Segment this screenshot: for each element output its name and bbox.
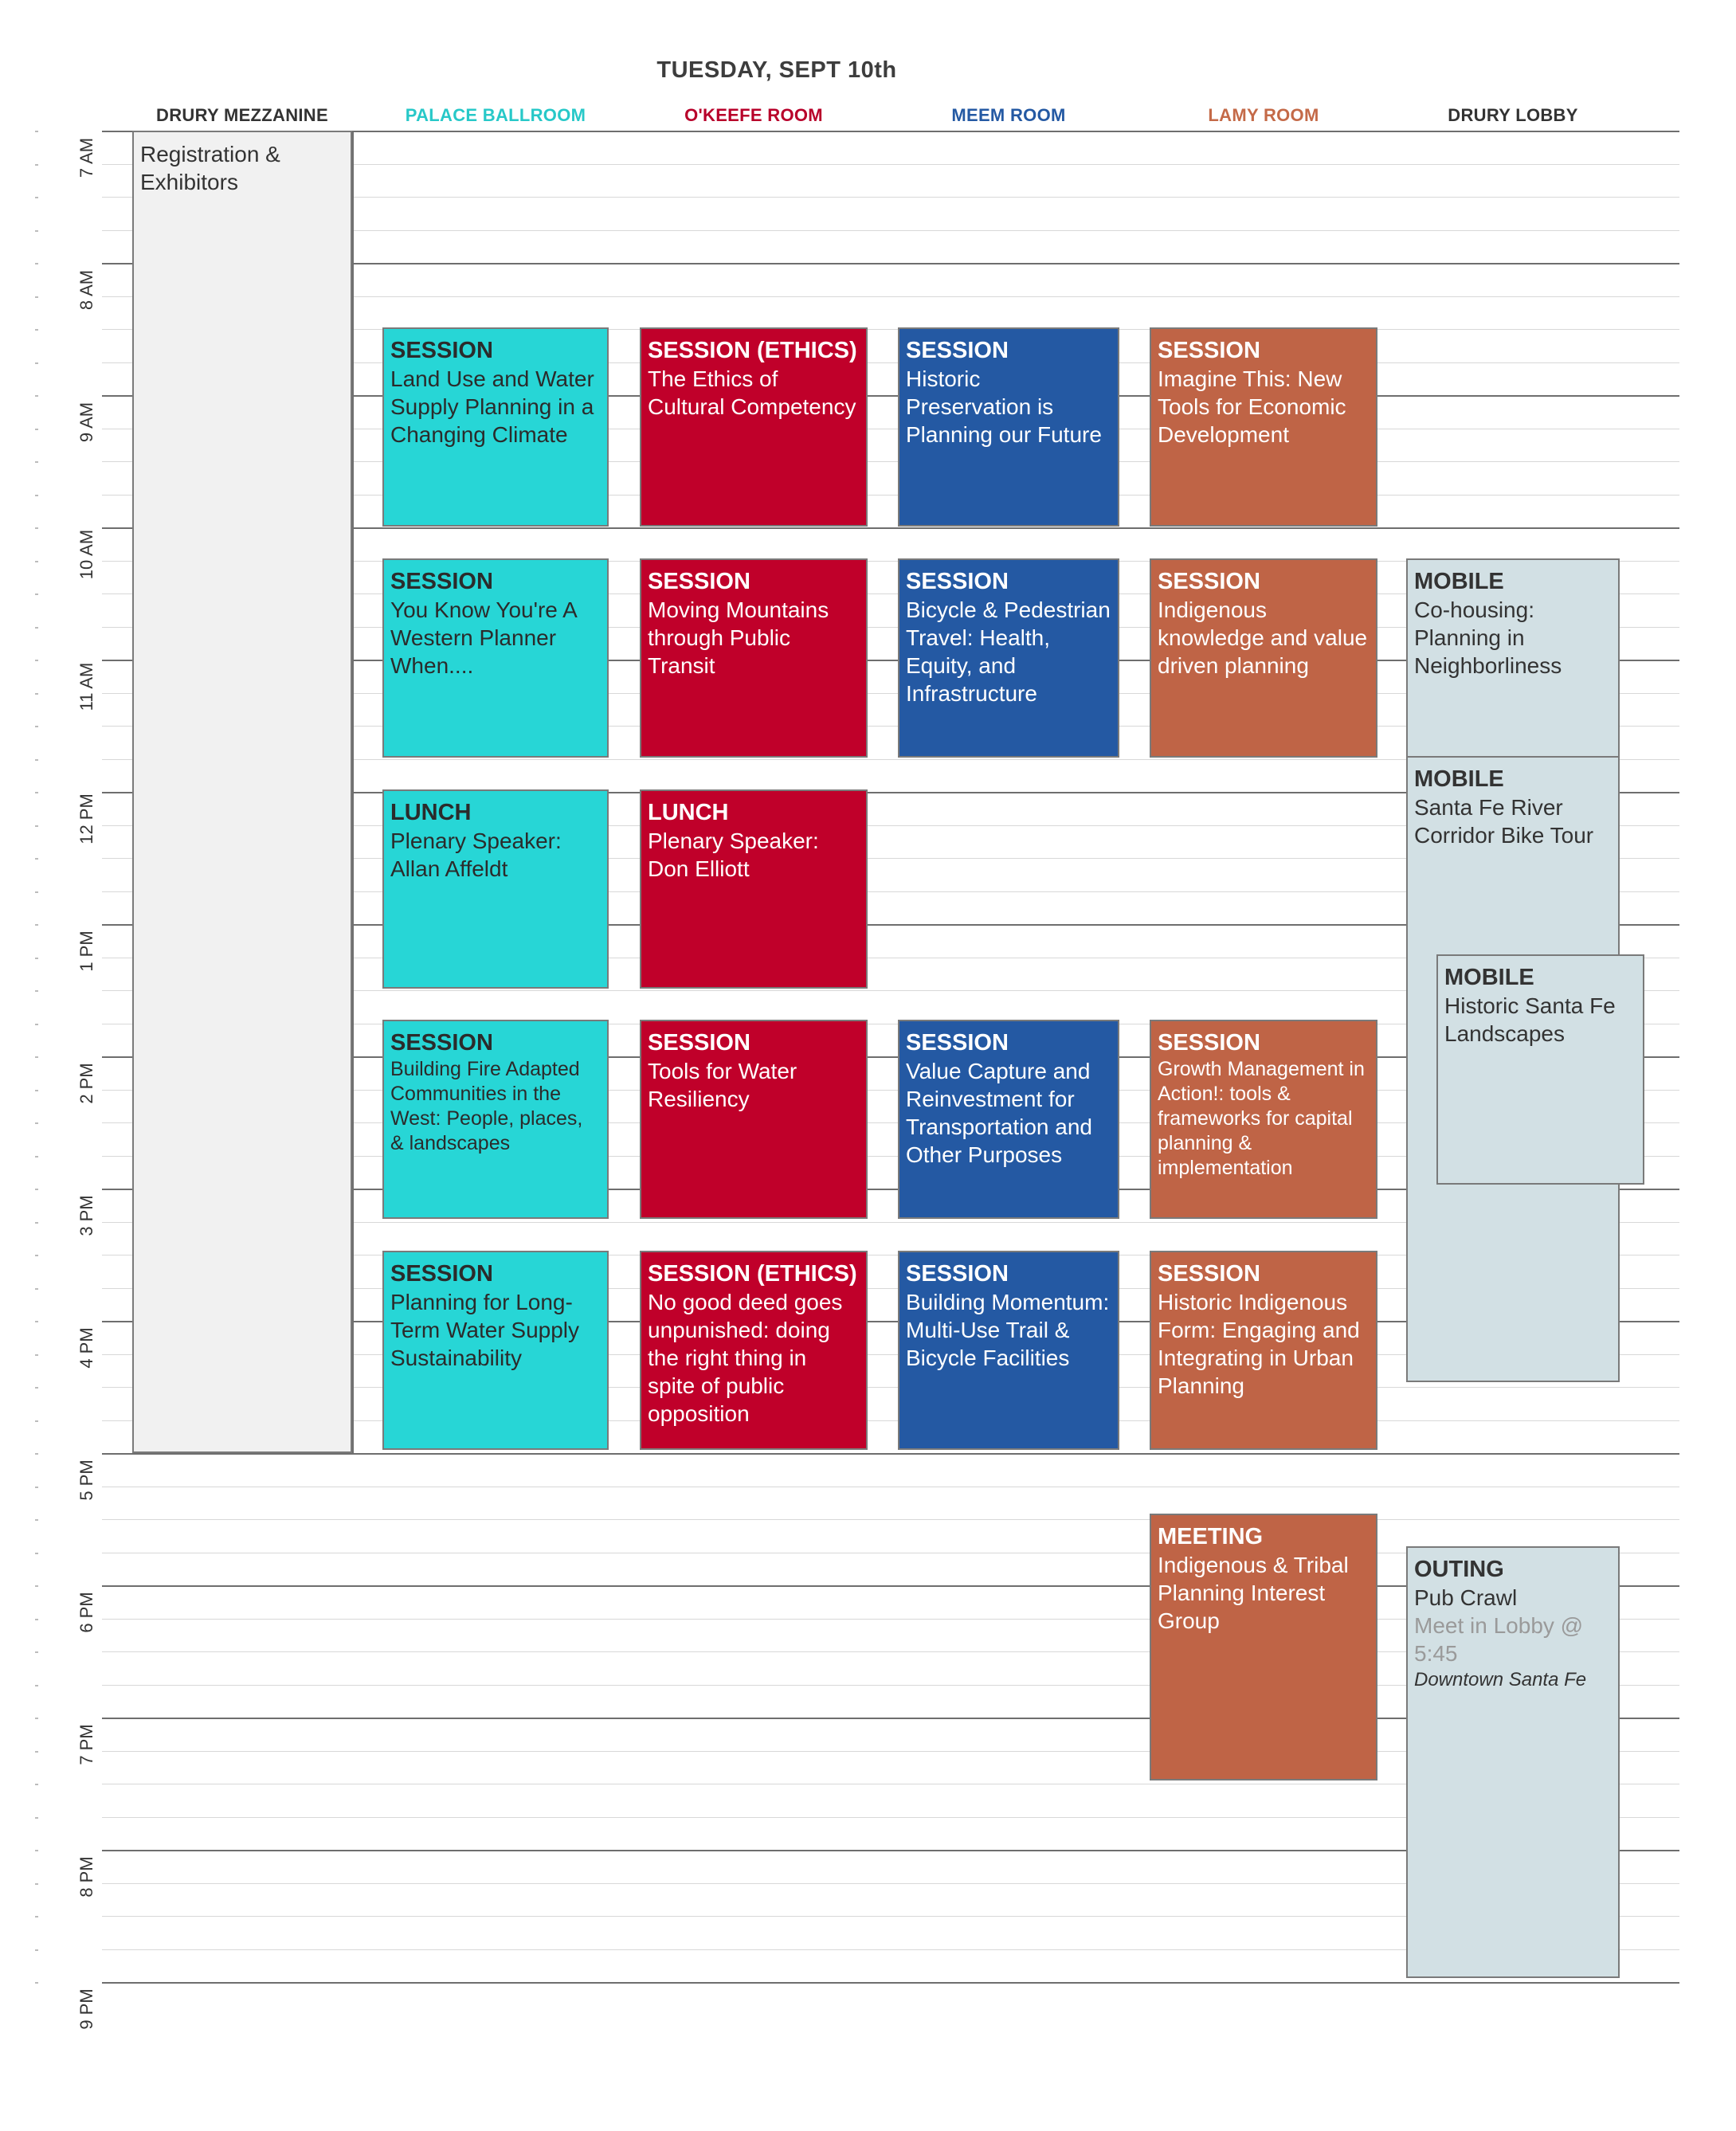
event-title: Plenary Speaker: Allan Affeldt <box>390 829 562 881</box>
event-category: SESSION <box>906 569 1009 594</box>
time-tick <box>35 230 38 232</box>
event-title: Co-housing: Planning in Neighborliness <box>1414 597 1562 678</box>
time-tick <box>35 1354 38 1356</box>
time-tick <box>35 263 38 264</box>
event-lobby-4[interactable] <box>1406 1546 1620 1978</box>
time-tick <box>35 1553 38 1554</box>
event-title: Tools for Water Resiliency <box>648 1059 797 1111</box>
event-title: Moving Mountains through Public Transit <box>648 597 829 678</box>
event-lamy-5[interactable] <box>1150 1251 1377 1450</box>
event-meem-4[interactable] <box>898 1020 1119 1219</box>
event-meem-2[interactable] <box>898 558 1119 758</box>
time-tick <box>35 958 38 959</box>
time-tick <box>35 362 38 364</box>
event-okeefe-3[interactable] <box>640 789 868 989</box>
event-title: Plenary Speaker: Don Elliott <box>648 829 819 881</box>
time-tick <box>35 593 38 595</box>
event-lobby-3[interactable] <box>1436 954 1644 1185</box>
time-tick <box>35 395 38 397</box>
event-lamy-1[interactable] <box>1150 327 1377 527</box>
event-title: Value Capture and Reinvestment for Transportation and Other Purposes <box>906 1059 1092 1167</box>
event-meem-5[interactable] <box>898 1251 1119 1450</box>
time-tick <box>35 1222 38 1224</box>
time-tick <box>35 1883 38 1885</box>
event-category: MOBILE <box>1444 965 1534 990</box>
time-tick <box>35 1949 38 1951</box>
event-palace-4[interactable] <box>382 1020 609 1219</box>
time-tick <box>35 1751 38 1753</box>
event-palace-2[interactable] <box>382 558 609 758</box>
time-tick <box>35 1651 38 1653</box>
event-title: Indigenous knowledge and value driven planning <box>1158 597 1368 678</box>
time-tick <box>35 1024 38 1025</box>
event-category: SESSION <box>1158 1261 1260 1287</box>
time-tick <box>35 1784 38 1785</box>
event-okeefe-1[interactable] <box>640 327 868 527</box>
time-tick <box>35 726 38 727</box>
time-tick <box>35 858 38 860</box>
time-tick <box>35 1718 38 1719</box>
event-category: LUNCH <box>390 800 472 825</box>
time-tick <box>35 495 38 496</box>
time-tick <box>35 461 38 463</box>
time-tick <box>35 792 38 793</box>
time-tick <box>35 1090 38 1091</box>
event-palace-1[interactable] <box>382 327 609 527</box>
event-category: SESSION <box>390 338 493 363</box>
event-okeefe-2[interactable] <box>640 558 868 758</box>
time-tick <box>35 1321 38 1322</box>
time-tick <box>35 1487 38 1488</box>
grid-line-major <box>102 1453 1679 1455</box>
event-title: Historic Indigenous Form: Engaging and Integrating in Urban Planning <box>1158 1290 1360 1398</box>
event-title: No good deed goes unpunished: doing the right thing in spite of public opposition <box>648 1290 843 1426</box>
room-header-meem-room: MEEM ROOM <box>951 105 1066 125</box>
room-header-lamy-room: LAMY ROOM <box>1208 105 1319 125</box>
event-registration[interactable] <box>132 131 352 1453</box>
event-okeefe-5[interactable] <box>640 1251 868 1450</box>
event-category: LUNCH <box>648 800 729 825</box>
event-palace-3[interactable] <box>382 789 609 989</box>
event-category: SESSION (ETHICS) <box>648 338 857 363</box>
room-header-drury-mezzanine: DRURY MEZZANINE <box>156 105 328 125</box>
time-tick <box>35 1850 38 1851</box>
event-title: Planning for Long-Term Water Supply Sustainability <box>390 1290 580 1370</box>
event-category: SESSION <box>390 569 493 594</box>
event-title: Indigenous & Tribal Planning Interest Group <box>1158 1553 1349 1633</box>
event-category: OUTING <box>1414 1557 1504 1582</box>
grid-line-minor <box>102 1519 1679 1520</box>
time-tick <box>35 131 38 132</box>
event-title: You Know You're A Western Planner When.... <box>390 597 577 678</box>
time-tick <box>35 924 38 926</box>
time-tick <box>35 1156 38 1158</box>
event-category: SESSION <box>906 1030 1009 1056</box>
time-tick <box>35 1519 38 1521</box>
event-okeefe-4[interactable] <box>640 1020 868 1219</box>
event-title: Santa Fe River Corridor Bike Tour <box>1414 795 1594 848</box>
time-tick <box>35 1255 38 1256</box>
event-category: SESSION <box>1158 569 1260 594</box>
time-tick <box>35 627 38 629</box>
event-title: Historic Preservation is Planning our Future <box>906 366 1102 447</box>
event-category: SESSION <box>906 1261 1009 1287</box>
event-category: SESSION <box>906 338 1009 363</box>
time-tick <box>35 825 38 827</box>
event-category: MOBILE <box>1414 569 1504 594</box>
time-tick <box>35 1056 38 1058</box>
time-tick <box>35 1982 38 1984</box>
time-tick <box>35 1288 38 1290</box>
time-tick <box>35 1619 38 1620</box>
time-tick <box>35 429 38 430</box>
event-title: Historic Santa Fe Landscapes <box>1444 993 1616 1046</box>
time-tick <box>35 1453 38 1455</box>
event-title: Growth Management in Action!: tools & frameworks for capital planning & implementation <box>1158 1058 1365 1179</box>
event-category: SESSION <box>1158 338 1260 363</box>
event-category: SESSION (ETHICS) <box>648 1261 857 1287</box>
time-tick <box>35 561 38 562</box>
event-meem-1[interactable] <box>898 327 1119 527</box>
time-tick <box>35 759 38 761</box>
event-location: Downtown Santa Fe <box>1414 1669 1587 1690</box>
time-tick <box>35 1916 38 1918</box>
time-tick <box>35 164 38 166</box>
grid-line-major <box>102 1982 1679 1984</box>
event-category: MOBILE <box>1414 766 1504 792</box>
time-tick <box>35 197 38 198</box>
event-category: SESSION <box>390 1261 493 1287</box>
event-lobby-1[interactable] <box>1406 558 1620 758</box>
event-lamy-6[interactable] <box>1150 1514 1377 1780</box>
event-palace-5[interactable] <box>382 1251 609 1450</box>
time-tick <box>35 1122 38 1124</box>
time-tick <box>35 527 38 529</box>
time-tick <box>35 1817 38 1819</box>
time-tick <box>35 1387 38 1389</box>
event-category: SESSION <box>1158 1030 1260 1056</box>
event-title: Imagine This: New Tools for Economic Development <box>1158 366 1346 447</box>
time-tick <box>35 660 38 661</box>
page-title: TUESDAY, SEPT 10th <box>656 57 897 83</box>
room-header-drury-lobby: DRURY LOBBY <box>1448 105 1578 125</box>
event-category: MEETING <box>1158 1524 1264 1549</box>
time-tick <box>35 1189 38 1190</box>
event-category: SESSION <box>648 569 750 594</box>
event-note: Meet in Lobby @ 5:45 <box>1414 1613 1584 1666</box>
time-tick <box>35 329 38 331</box>
time-tick <box>35 1420 38 1422</box>
event-title: Registration & Exhibitors <box>140 142 280 194</box>
column-divider <box>352 131 354 1453</box>
event-title: Bicycle & Pedestrian Travel: Health, Equity, and Infrastructure <box>906 597 1111 706</box>
time-tick <box>35 693 38 695</box>
event-title: Pub Crawl <box>1414 1585 1518 1610</box>
event-title: Land Use and Water Supply Planning in a Changing Climate <box>390 366 594 447</box>
event-title: Building Momentum: Multi-Use Trail & Bicycle Facilities <box>906 1290 1110 1370</box>
event-category: SESSION <box>648 1030 750 1056</box>
time-tick <box>35 891 38 893</box>
event-title: The Ethics of Cultural Competency <box>648 366 856 419</box>
event-lamy-2[interactable] <box>1150 558 1377 758</box>
event-title: Building Fire Adapted Communities in the West: People, places, & landscapes <box>390 1058 583 1154</box>
event-lamy-4[interactable] <box>1150 1020 1377 1219</box>
time-tick <box>35 1685 38 1686</box>
time-tick <box>35 296 38 298</box>
time-tick <box>35 990 38 992</box>
time-tick <box>35 1585 38 1587</box>
room-header-palace-ballroom: PALACE BALLROOM <box>405 105 586 125</box>
room-header-okeefe-room: O'KEEFE ROOM <box>684 105 823 125</box>
event-category: SESSION <box>390 1030 493 1056</box>
